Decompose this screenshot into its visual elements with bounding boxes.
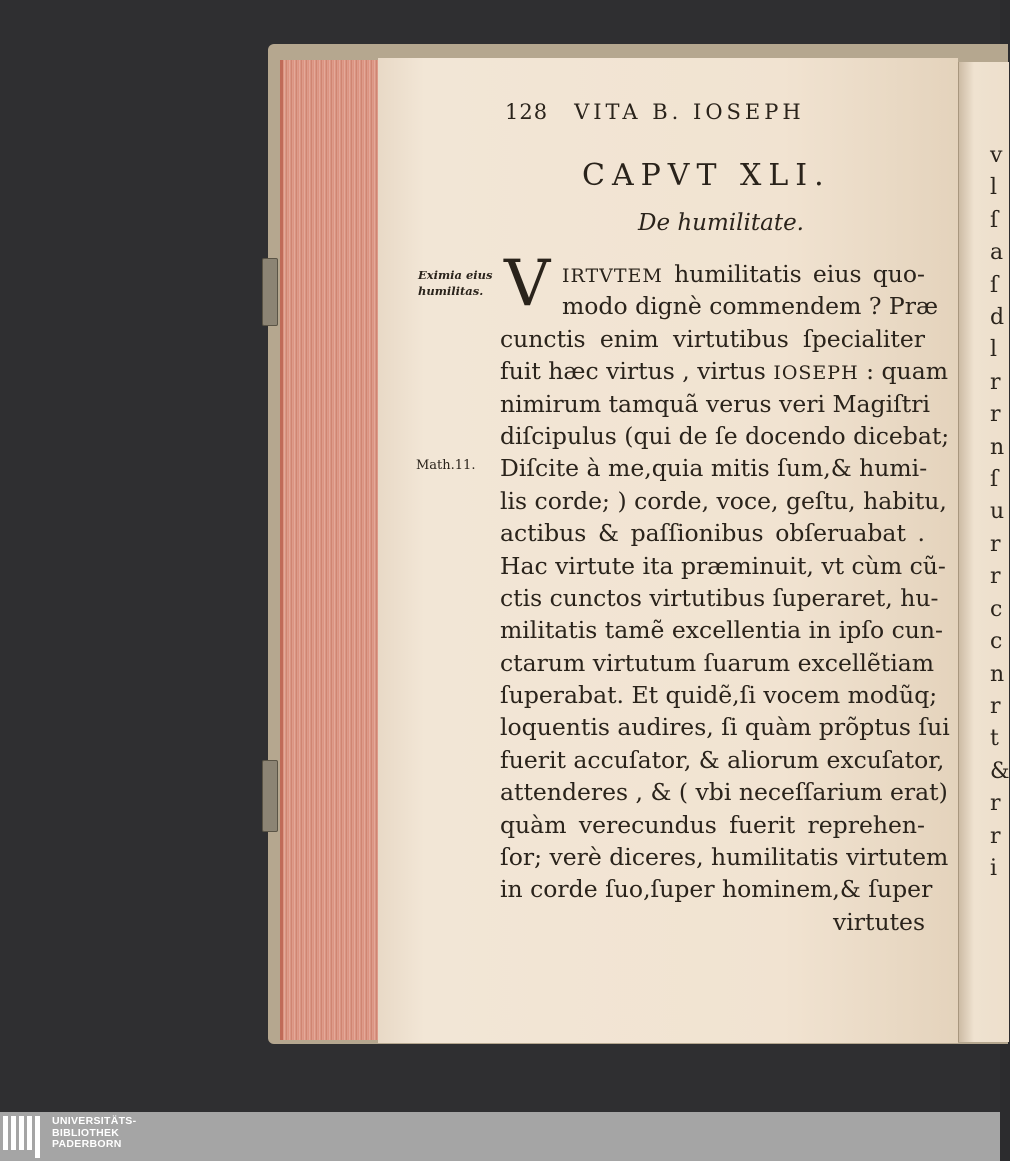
body-text — [500, 258, 950, 938]
text-line: modo dignè commendem ? Præ — [562, 292, 939, 321]
catchword: virtutes — [832, 907, 925, 936]
facing-page-letter: & — [990, 758, 1010, 784]
text-line: attenderes , & ( vbi neceſſarium erat) — [500, 778, 948, 807]
page-edges — [280, 60, 383, 1040]
text-line: militatis tamẽ excellentia in ipſo cun- — [500, 616, 944, 645]
facing-page-letter: r — [990, 369, 1001, 395]
library-name-line1: UNIVERSITÄTS- — [52, 1115, 137, 1127]
facing-page-letter: r — [990, 693, 1001, 719]
running-head-title: VITA B. IOSEPH — [574, 100, 805, 124]
facing-page-letter: r — [990, 564, 1001, 590]
clasp-bottom — [262, 760, 278, 832]
facing-page-letter: i — [990, 855, 998, 881]
facing-page-letter: r — [990, 791, 1001, 817]
text-line: ſuperabat. Et quidẽ,ſi vocem modũq; — [500, 681, 938, 710]
margin-reference: Math.11. — [416, 458, 476, 473]
text-line: Hac virtute ita præminuit, vt cùm cũ- — [500, 551, 946, 580]
text-line: diſcipulus (qui de ſe docendo dicebat; — [500, 421, 950, 450]
library-name-line3: PADERBORN — [52, 1138, 122, 1150]
text-line: ctarum virtutum ſuarum excellẽtiam — [500, 648, 935, 677]
text-line: ctis cunctos virtutibus ſuperaret, hu- — [500, 583, 939, 612]
facing-page-letter: ſ — [990, 207, 999, 233]
text-line: Diſcite à me,quia mitis ſum,& humi- — [500, 454, 928, 483]
facing-page-letter: ſ — [990, 467, 999, 493]
facing-page-letter: c — [990, 629, 1003, 655]
margin-note: Eximia eius humilitas. — [418, 268, 493, 298]
facing-page-letter: l — [990, 175, 998, 201]
text-line: cunctis enim virtutibus ſpecialiter — [500, 324, 925, 353]
facing-page-letter: a — [990, 240, 1004, 266]
facing-page-letter: u — [990, 499, 1005, 525]
facing-page-letter: r — [990, 531, 1001, 557]
facing-page-letter: n — [990, 434, 1005, 460]
first-word-small-caps: IRTVTEM — [562, 265, 663, 287]
facing-page-letter: l — [990, 337, 998, 363]
chapter-subtitle: De humilitate. — [638, 210, 804, 236]
text-line: nimirum tamquã verus veri Magiſtri — [500, 389, 930, 418]
facing-page-letter: r — [990, 402, 1001, 428]
text-line: IRTVTEM humilitatis eius quo- — [562, 260, 925, 288]
library-name — [52, 1116, 136, 1151]
facing-page-letter: r — [990, 823, 1001, 849]
running-head — [505, 100, 805, 124]
text-line: ſor; verè diceres, humilitatis virtutem — [500, 843, 949, 872]
name-small-caps: IOSEPH — [773, 362, 859, 385]
facing-page-letter: d — [990, 305, 1005, 331]
library-footer — [0, 1112, 1000, 1161]
facing-page-letter: ſ — [990, 272, 999, 298]
text-line: quàm verecundus fuerit reprehen- — [500, 810, 925, 839]
library-logo-icon — [3, 1116, 45, 1158]
text-line: lis corde; ) corde, voce, geſtu, habitu, — [500, 486, 947, 515]
drop-cap: V — [504, 247, 551, 321]
facing-page-letter: v — [990, 143, 1003, 168]
facing-page-letter: c — [990, 596, 1003, 622]
text-line: actibus & paſſionibus obſeruabat . — [500, 519, 925, 548]
text-line: fuit hæc virtus , virtus IOSEPH : quam — [500, 357, 948, 386]
library-name-line2: BIBLIOTHEK — [52, 1126, 120, 1139]
facing-page-letters — [990, 140, 1010, 885]
chapter-title: CAPVT XLI. — [582, 158, 831, 193]
clasp-top — [262, 258, 278, 326]
page-number: 128 — [505, 100, 549, 124]
text-line: fuerit accuſator, & aliorum excuſator, — [500, 745, 945, 774]
facing-page-letter: n — [990, 661, 1005, 687]
text-line: loquentis audires, ſi quàm prõptus ſui — [500, 713, 950, 742]
text-line: in corde ſuo,ſuper hominem,& ſuper — [500, 875, 933, 904]
facing-page-letter: t — [990, 726, 999, 752]
